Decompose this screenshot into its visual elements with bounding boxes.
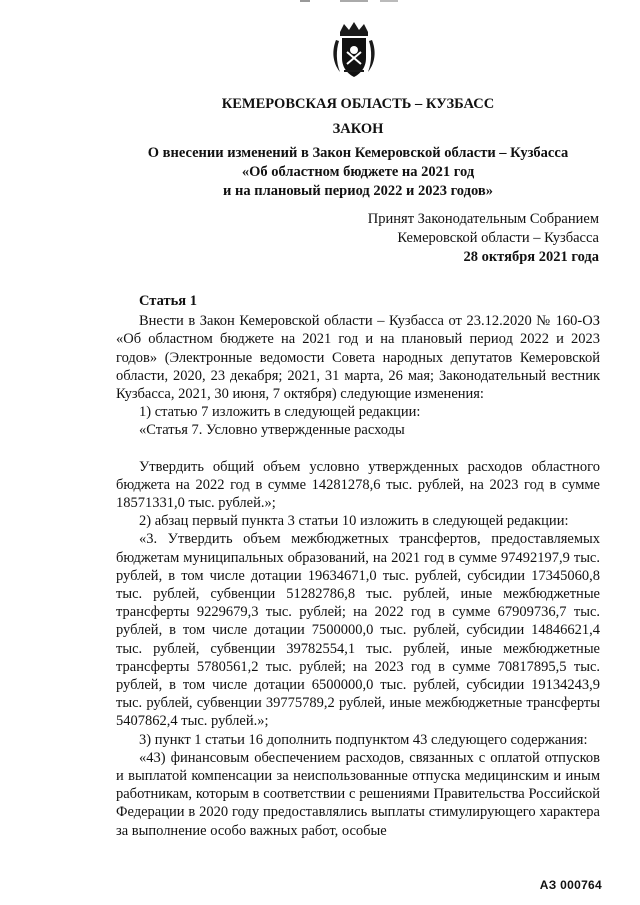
paragraph-article-7-text: Утвердить общий объем условно утвержденных расходов областного бюджета на 2022 год в сумме 14281278,6 тыс. рублей, на 2023 год в сумме 18571331,0 тыс. рублей.»; [116, 458, 600, 512]
paragraph-item-1: 1) статью 7 изложить в следующей редакции: [139, 404, 421, 421]
region-heading: КЕМЕРОВСКАЯ ОБЛАСТЬ – КУЗБАСС [221, 96, 495, 112]
adoption-line-2: Кемеровской области – Кузбасса [397, 230, 599, 246]
paragraph-item-3: 3) пункт 1 статьи 16 дополнить подпунктом 43 следующего содержания: [139, 731, 588, 748]
article-heading: Статья 1 [139, 293, 197, 309]
form-serial-number: АЗ 000764 [539, 878, 602, 892]
scan-top-marks [0, 0, 640, 6]
adoption-date: 28 октября 2021 года [463, 249, 599, 265]
adoption-line-1: Принят Законодательным Собранием [367, 211, 599, 227]
paragraph-transfers: «3. Утвердить объем межбюджетных трансфертов, предоставляемых бюджетам муниципальных образований, на 2021 год в сумме 97492197,9 тыс. рублей, в том числе дотации 19634671,0 тыс. рублей, субсидии 17345060,8 тыс. рублей, субвенции 51282786,8 тыс. рублей, иные межбюджетные трансферты 9229679,3 тыс. рублей; на 2022 год в сумме 67909736,7 тыс. рублей, в том числе дотации 7500000,0 тыс. рублей, субсидии 14846621,4 тыс. рублей, субвенции 39782554,1 тыс. рублей, иные межбюджетные трансферты 5780561,2 тыс. рублей; на 2023 год в сумме 70817895,5 тыс. рублей, в том числе дотации 6500000,0 тыс. рублей, субсидии 19134243,9 тыс. рублей, субвенции 39775789,2 рублей, иные межбюджетные трансферты 5407862,4 тыс. рублей.»; [116, 531, 600, 730]
paragraph-item-2: 2) абзац первый пункта 3 статьи 10 изложить в следующей редакции: [139, 513, 569, 530]
law-title-line-2: «Об областном бюджете на 2021 год [241, 164, 475, 180]
document-type-heading: ЗАКОН [332, 121, 384, 137]
law-title [38, 144, 640, 201]
law-title-line-1: О внесении изменений в Закон Кемеровской области – Кузбасса [147, 145, 569, 161]
law-title-line-3: и на плановый период 2022 и 2023 годов» [223, 183, 493, 199]
law-body [116, 292, 600, 840]
kuzbass-coat-of-arms-emblem [330, 22, 378, 80]
paragraph-article-7-title: «Статья 7. Условно утвержденные расходы [139, 422, 405, 439]
paragraph-intro: Внести в Закон Кемеровской области – Кузбасса от 23.12.2020 № 160-ОЗ «Об областном бюджете на 2021 год и на плановый период 2022 и 2023 годов» (Электронные ведомости Совета народных депутатов Кемеровской области, 2020, 23 декабря; 2021, 31 марта, 26 мая; Законодательный вестник Кузбасса, 2021, 30 июня, 7 октября) следующие изменения: [116, 313, 600, 403]
blank-gap [116, 440, 600, 458]
adoption-block [319, 210, 599, 267]
paragraph-subitem-43: «43) финансовым обеспечением расходов, связанных с оплатой отпусков и выплатой компенсации за неиспользованные отпуска медицинским и иным работникам, которым в соответствии с решениями Правительства Российской Федерации в 2020 году предоставлялись выплаты стимулирующего характера за выполнение особо важных работ, особые [116, 749, 600, 839]
